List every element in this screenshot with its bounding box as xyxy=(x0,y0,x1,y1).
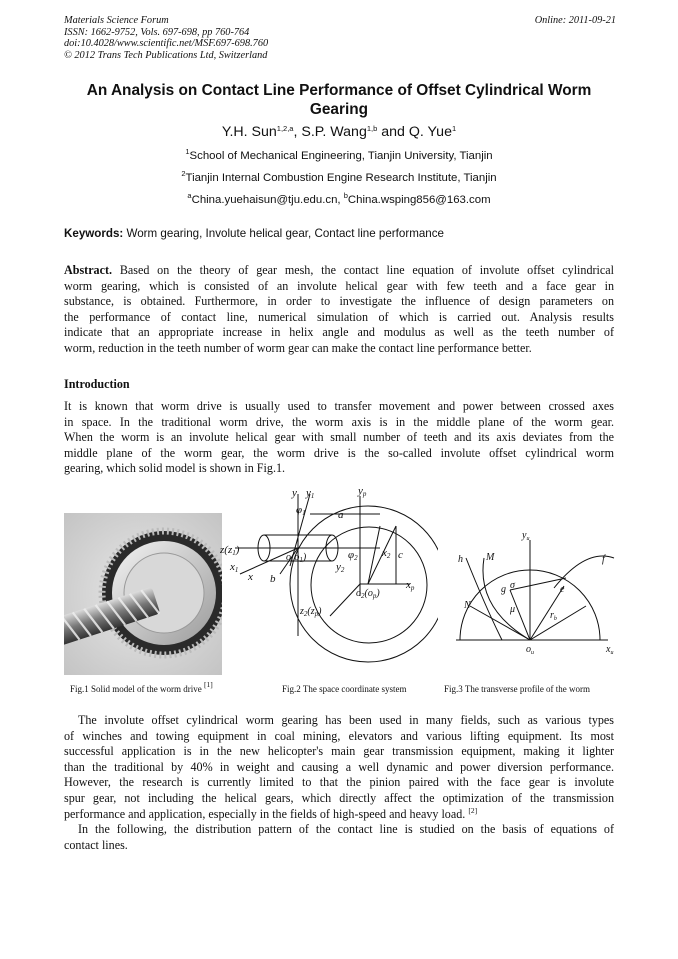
copyright: © 2012 Trans Tech Publications Ltd, Switzerland xyxy=(64,49,268,61)
fig1-caption: Fig.1 Solid model of the worm drive [1] xyxy=(70,680,213,694)
email-link[interactable]: China.wsping856@163.com xyxy=(347,194,491,206)
svg-text:rb: $r_b$ xyxy=(550,610,557,622)
affiliation: $^2$Tianjin Internal Combustion Engine Research Institute, Tianjin xyxy=(181,169,497,184)
keywords: Keywords: Worm gearing, Involute helical gear, Contact line performance xyxy=(64,227,444,240)
issn: ISSN: 1662-9752, Vols. 697-698, pp 760-764 xyxy=(64,26,250,38)
author-sup: 1,b xyxy=(366,124,378,133)
svg-text:yu: $y_u$ xyxy=(522,530,530,542)
svg-text:a: a xyxy=(338,509,344,521)
svg-text:φ1: φ1 xyxy=(296,504,306,517)
svg-text:σ: σ xyxy=(510,580,515,591)
svg-text:x1: x1 xyxy=(230,561,239,574)
author-name: Q. Yue xyxy=(408,124,452,140)
fig3-caption: Fig.3 The transverse profile of the worm xyxy=(444,684,591,694)
svg-text:xp: xp xyxy=(406,579,415,592)
svg-text:μ: μ xyxy=(510,604,516,615)
svg-text:M: M xyxy=(486,552,495,563)
intro-paragraph: It is known that worm drive is usually used to transfer movement and power between crossed axes in space. In the traditional worm drive, the worm axis is in the middle plane of the worm gear. When the worm is an involute helical gear with small number of teeth and its axis deviates from the middle plane of the worm gear, the worm drive is the so-called involute offset cylindrical worm gearing, which solid model is shown in Fig.1. xyxy=(64,399,614,476)
authors: Y.H. Sun$^{1,2,a}$, S.P. Wang$^{1,b}$ and Q. Yue$^1$ xyxy=(221,124,457,140)
journal-header xyxy=(64,15,268,61)
svg-text:o2(op): $o_2(o_p)$ xyxy=(356,588,380,600)
svg-text:f: f xyxy=(602,554,605,565)
svg-text:z2(zp): $z_2(z_p)$ xyxy=(300,606,322,618)
emails: $^a$China.yuehaisun@tju.edu.cn, $^b$China.wsping856@163.com xyxy=(187,191,491,206)
citation: [2] xyxy=(468,805,478,815)
svg-text:N: N xyxy=(464,600,471,611)
svg-text:z(z1): z(z1) xyxy=(220,544,240,557)
email-link[interactable]: China.yuehaisun@tju.edu.cn, xyxy=(191,194,344,206)
svg-text:y2: y2 xyxy=(336,561,345,574)
paper-title: An Analysis on Contact Line Performance of Offset Cylindrical Worm Gearing xyxy=(86,82,592,118)
fig2-caption: Fig.2 The space coordinate system xyxy=(282,684,407,694)
svg-text:h: h xyxy=(458,554,463,565)
svg-text:φ2: φ2 xyxy=(348,549,358,562)
svg-text:y: y xyxy=(292,487,297,499)
abstract-label: Abstract. xyxy=(64,263,113,277)
svg-text:x: x xyxy=(248,571,253,583)
fig3-transverse-profile xyxy=(446,528,616,658)
abstract: Abstract. Based on the theory of gear mesh, the contact line equation of involute offset cylindrical worm gearing, which is consisted of an involute helical gear with few teeth and a face gear in substance, is obtained. Furthermore, in order to investigate the influence of design parameters on the performance of contact line, numerical simulation of which is carried out. Analysis results indicate that an appropriate increase in helix angle and modulus as well as the teeth number of worm, reduction in the teeth number of worm gear can make the contact line performance better. xyxy=(64,263,614,355)
svg-text:xu: $x_u$ xyxy=(606,644,614,656)
body-paragraph: The involute offset cylindrical worm gearing has been used in many fields, such as various types of winches and towing equipment in coal mining, elevators and various lifting equipment. Its most successful application is in the new helicopter's main gear transmission equipment, making it lighter than the traditional by 40% in weight and causing a well dynamic and power diversion performance. However, the research is currently limited to that the pinion paired with the face gear is involute spur gear, not including the helical gears, which directly affect the optimization of the transmission performance and application, especially in the fields of high-speed and heavy load. [2] xyxy=(64,713,614,821)
svg-text:e: e xyxy=(560,584,565,595)
svg-text:c: c xyxy=(398,549,403,561)
journal-name: Materials Science Forum xyxy=(64,15,169,26)
fig1-solid-model xyxy=(64,513,222,675)
svg-text:o(o1): $o(o_1)$ xyxy=(286,552,307,564)
section-heading: Introduction xyxy=(64,377,130,391)
body-paragraph-2: In the following, the distribution pattern of the contact line is studied on the basis of equations of contact lines. xyxy=(64,822,614,852)
svg-text:yp: yp xyxy=(358,486,367,498)
author-name: S.P. Wang xyxy=(301,124,367,140)
doi: doi:10.4028/www.scientific.net/MSF.697-698.760 xyxy=(64,38,269,50)
author-name: Y.H. Sun xyxy=(221,124,277,140)
svg-text:x2: x2 xyxy=(382,547,391,560)
svg-text:g: g xyxy=(501,584,506,595)
fig2-coordinate-system xyxy=(220,486,438,684)
svg-text:ou: $o_u$ xyxy=(526,644,534,656)
svg-text:b: b xyxy=(270,573,276,585)
online-date: Online: 2011-09-21 xyxy=(534,15,616,26)
author-sup: 1,2,a xyxy=(276,124,294,133)
author-sup: 1 xyxy=(451,124,457,133)
affiliation: $^1$School of Mechanical Engineering, Tianjin University, Tianjin xyxy=(185,147,493,162)
svg-text:y1: y1 xyxy=(306,487,315,500)
